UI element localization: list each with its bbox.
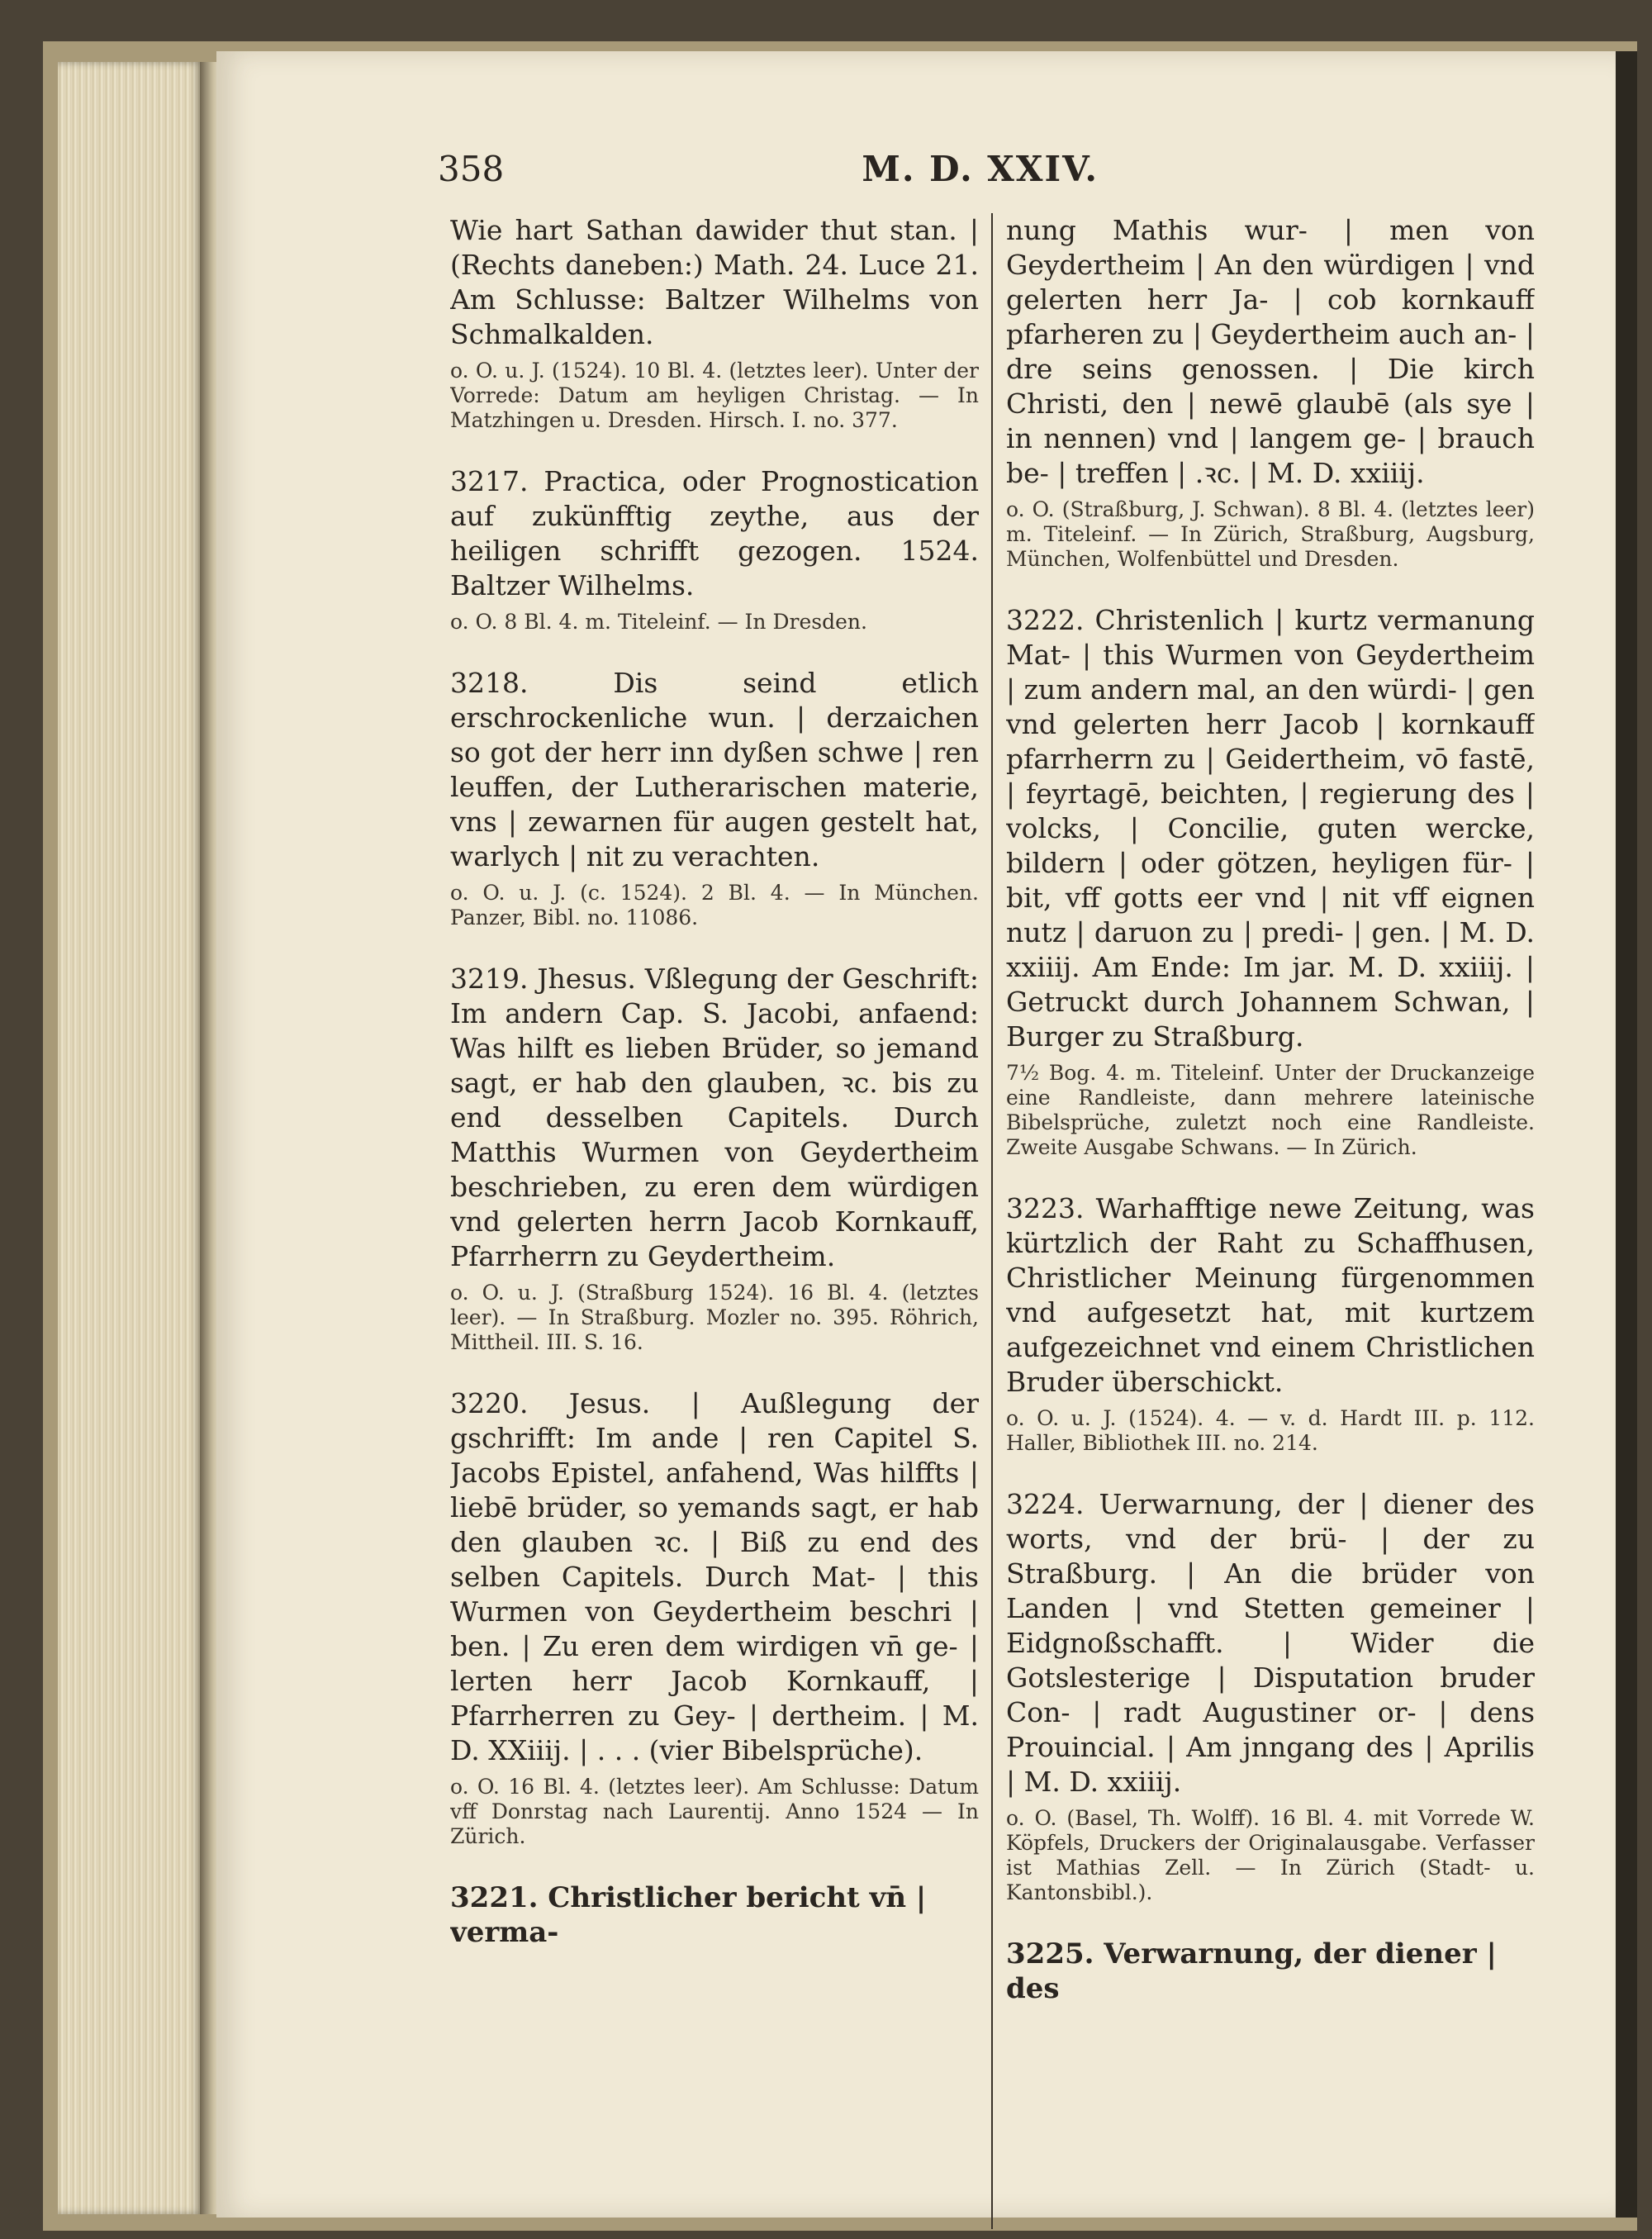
entry-text: 3217. Practica, oder Prognostication auf zukünfftig zeythe, aus der heiligen schrifft gezogen. 1524. Baltzer Wilhelms. <box>450 465 979 601</box>
entry-text: nung Mathis wur- | men von Geydertheim | An den würdigen | vnd gelerten herr Ja- | cob kornkauff pfarheren zu | Geydertheim auch an- | dre seins genossen. | Die kirch Christi, den | newē glaubē (als sye | in nennen) vnd | langem ge- | brauch be- | treffen | .ꝛc. | M. D. xxiiij. <box>1006 214 1535 489</box>
entry-text: Wie hart Sathan dawider thut stan. | (Rechts daneben:) Math. 24. Luce 21. Am Schlusse: Baltzer Wilhelms von Schmalkalden. <box>450 214 979 350</box>
entry-note: 7½ Bog. 4. m. Titeleinf. Unter der Druckanzeige eine Randleiste, dann mehrere lateinische Bibelsprüche, zuletzt noch eine Randleiste. Zweite Ausgabe Schwans. — In Zürich. <box>1006 1061 1535 1159</box>
column-rule <box>991 213 993 2229</box>
entry-text: 3219. Jhesus. Vßlegung der Geschrift: Im andern Cap. S. Jacobi, anfaend: Was hilft es lieben Brüder, so jemand sagt, er hab den glauben, ꝛc. bis zu end desselben Capitels. Durch Matthis Wurmen von Geydertheim beschrieben, zu eren dem würdigen vnd gelerten herrn Jacob Kornkauff, Pfarrherrn zu Geydertheim. <box>450 963 979 1272</box>
entry-3225-start <box>1006 1937 1535 2006</box>
entry-continued <box>450 213 979 433</box>
entry-3218 <box>450 666 979 930</box>
entry-3220 <box>450 1386 979 1849</box>
page-block-edge <box>58 62 202 2214</box>
entry-note: o. O. u. J. (c. 1524). 2 Bl. 4. — In München. Panzer, Bibl. no. 11086. <box>450 881 979 929</box>
entry-note: o. O. u. J. (1524). 4. — v. d. Hardt III. p. 112. Haller, Bibliothek III. no. 214. <box>1006 1406 1535 1455</box>
page-number: 358 <box>438 149 505 189</box>
entry-text: 3222. Christenlich | kurtz vermanung Mat- | this Wurmen von Geydertheim | zum andern mal, an den würdi- | gen vnd gelerten herr Jacob | kornkauff pfarrherrn zu | Geidertheim, vō fastē, | feyrtagē, beichten, | regierung des | volcks, | Concilie, guten wercke, bildern | oder götzen, heyligen für- | bit, vff gotts eer vnd | nit vff eignen nutz | daruon zu | predi- | gen. | M. D. xxiiij. Am Ende: Im jar. M. D. xxiiij. | Getruckt durch Johannem Schwan, | Burger zu Straßburg. <box>1006 604 1535 1053</box>
entry-cut-text: 3221. Christlicher bericht vn̄ | verma- <box>450 1881 927 1949</box>
entry-3222 <box>1006 603 1535 1160</box>
entry-note: o. O. u. J. (1524). 10 Bl. 4. (letztes leer). Unter der Vorrede: Datum am heyligen Christag. — In Matzhingen u. Dresden. Hirsch. I. no. 377. <box>450 359 979 432</box>
entry-3221-continued <box>1006 213 1535 572</box>
entry-3223 <box>1006 1191 1535 1456</box>
page-header <box>438 149 1099 198</box>
left-column <box>450 213 979 2229</box>
entry-text: 3220. Jesus. | Außlegung der gschrifft: Im ande | ren Capitel S. Jacobs Epistel, anfahend, Was hilffts | liebē brüder, so yemands sagt, er hab den glauben ꝛc. | Biß zu end des selben Capitels. Durch Mat- | this Wurmen von Geydertheim beschri | ben. | Zu eren dem wirdigen vn̄ ge- | lerten herr Jacob Kornkauff, | Pfarrherren zu Gey- | dertheim. | M. D. XXiiij. | . . . (vier Bibelsprüche). <box>450 1387 979 1766</box>
facing-page-edge <box>1616 51 1637 2218</box>
entry-text: 3223. Warhafftige newe Zeitung, was kürtzlich der Raht zu Schaffhusen, Christlicher Meinung fürgenommen vnd aufgesetzt hat, mit kurtzem aufgezeichnet vnd einem Christlichen Bruder überschickt. <box>1006 1192 1535 1398</box>
entry-cut-text: 3225. Verwarnung, der diener | des <box>1006 1937 1497 2005</box>
entry-text: 3224. Uerwarnung, der | diener des worts, vnd der brü- | der zu Straßburg. | An die brüder von Landen | vnd Stetten gemeiner | Eidgnoßschafft. | Wider die Gotslesterige | Disputation bruder Con- | radt Augustiner or- | dens Prouincial. | Am jnngang des | Aprilis | M. D. xxiiij. <box>1006 1488 1535 1798</box>
running-head: M. D. XXIV. <box>862 149 1099 189</box>
right-column <box>1006 213 1535 2229</box>
entry-note: o. O. u. J. (Straßburg 1524). 16 Bl. 4. (letztes leer). — In Straßburg. Mozler no. 395. Röhrich, Mittheil. III. S. 16. <box>450 1281 979 1354</box>
entry-3217 <box>450 464 979 635</box>
entry-3224 <box>1006 1487 1535 1905</box>
entry-3219 <box>450 962 979 1355</box>
entry-3221-start <box>450 1880 979 1950</box>
entry-note: o. O. (Basel, Th. Wolff). 16 Bl. 4. mit Vorrede W. Köpfels, Druckers der Originalausgabe. Verfasser ist Mathias Zell. — In Zürich (Stadt- u. Kantonsbibl.). <box>1006 1806 1535 1904</box>
entry-note: o. O. (Straßburg, J. Schwan). 8 Bl. 4. (letztes leer) m. Titeleinf. — In Zürich, Straßburg, Augsburg, München, Wolfenbüttel und Dresden. <box>1006 497 1535 571</box>
entry-text: 3218. Dis seind etlich erschrockenliche wun. | derzaichen so got der herr inn dyßen schwe | ren leuffen, der Lutherarischen materie, vns | zewarnen für augen gestelt hat, warlych | nit zu verachten. <box>450 667 979 872</box>
entry-note: o. O. 8 Bl. 4. m. Titeleinf. — In Dresden. <box>450 610 867 634</box>
entry-note: o. O. 16 Bl. 4. (letztes leer). Am Schlusse: Datum vff Donrstag nach Laurentij. Anno 1524 — In Zürich. <box>450 1775 979 1848</box>
